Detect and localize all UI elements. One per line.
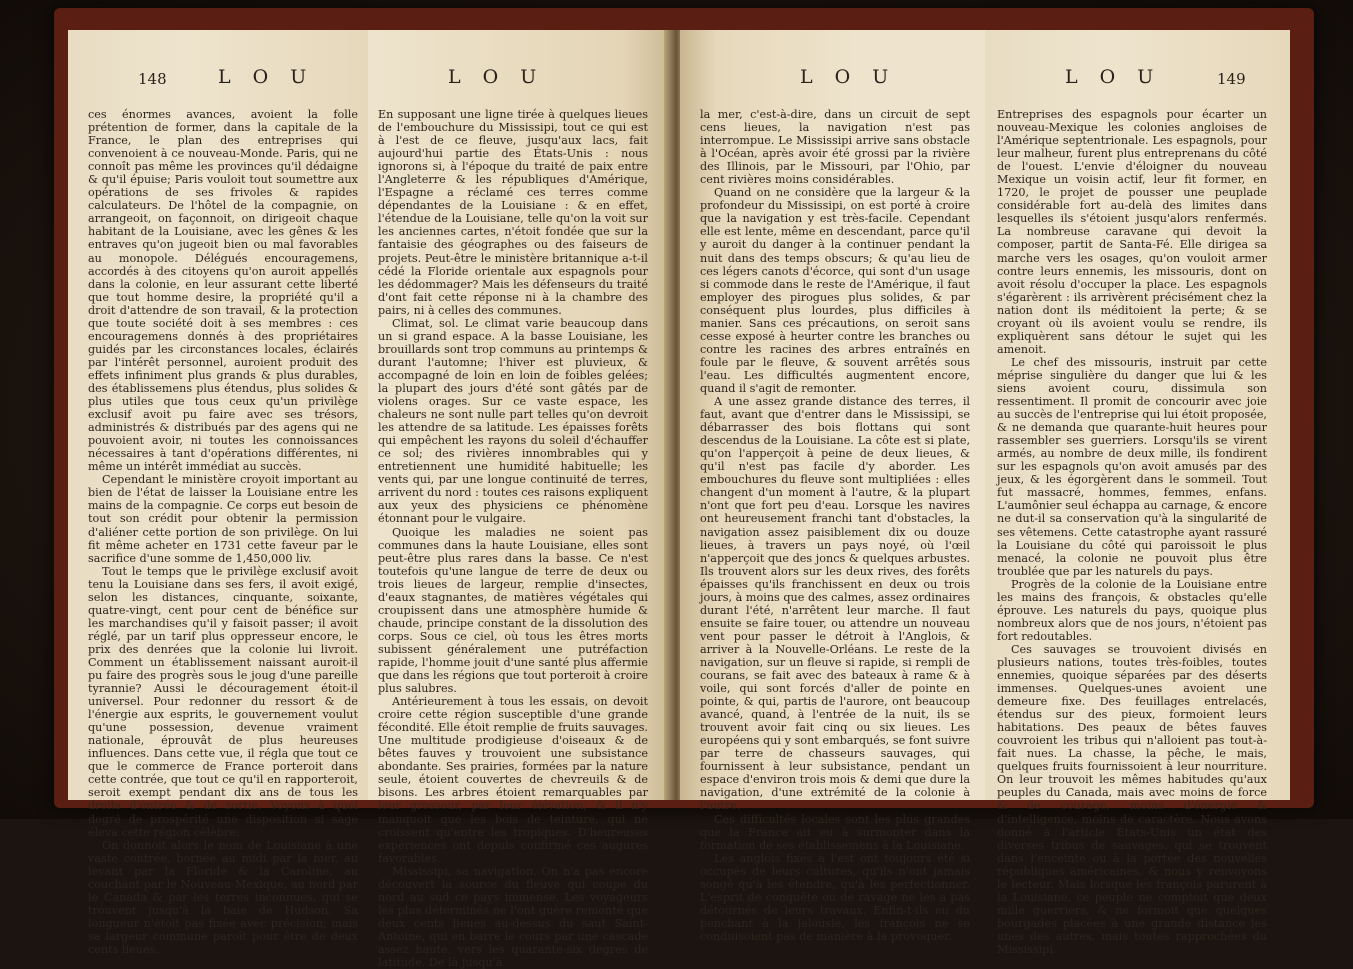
page-number-right: 149 [1217, 70, 1246, 88]
paragraph: Les anglois fixés à l'est ont toujours été si occupés de leurs cultures, qu'ils n'ont jamais songé qu'à les étendre, qu'à les perfectionner. L'esprit de conquête ou de ravage ne les a pas détournés de leurs travaux. Enfin-t-ils eu du penchant à la jalousie, les françois ne se conduisoient pas de manière à la provoquer. [700, 851, 970, 943]
paragraph: Ces difficultés locales sont les plus grandes que la France ait eu à surmonter dans la formation de ses établissemens à la Louisiane. [700, 812, 970, 852]
paragraph: Quand on ne considère que la largeur & la profondeur du Mississipi, on est porté à croire que la navigation y est très-facile. Cependant elle est lente, même en descendant, parce qu'il y auroit du danger à la continuer pendant la nuit dans des temps obscurs; & qu'au lieu de ces légers canots d'écorce, qui sont d'un usage si commode dans le reste de l'Amérique, il faut employer des pirogues plus solides, & par conséquent plus lourdes, plus difficiles à manier. Sans ces précautions, on seroit sans cesse exposé à heurter contre les branches ou contre les racines des arbres entraînés en foule par le fleuve, & souvent arrêtés sous l'eau. Les difficultés augmentent encore, quand il s'agit de remonter. [700, 186, 970, 395]
paragraph: Mississipi, sa navigation. On n'a pas encore découvert la source du fleuve qui coupe du nord au sud ce pays immense. Les voyageurs les plus déterminés ne l'ont guère remonté que deux cents lieues au-dessus du saut Saint-Antoine, qui en barre le cours par une cascade assez haute, vers les quarante-six degrés de latitude. De là jusqu'à [378, 864, 648, 969]
right-page [680, 30, 1290, 956]
paragraph: En supposant une ligne tirée à quelques lieues de l'embouchure du Mississipi, tout ce qui est à l'est de ce fleuve, jusqu'aux lacs, fait aujourd'hui partie des États-Unis : nous ignorons si, à l'époque du traité de paix entre l'Angleterre & les républiques d'Amérique, l'Espagne a réclamé ces terres comme dépendantes de la Louisiane : & en effet, l'étendue de la Louisiane, telle qu'on la voit sur les anciennes cartes, n'étoit fondée que sur la fantaisie des géographes ou des faiseurs de projets. Peut-être le ministère britannique a-t-il cédé la Floride orientale aux espagnols pour les dédommager? Mais les défenseurs du traité d'ont fait cette réponse ni à la chambre des pairs, ni à celles des communes. [378, 108, 648, 317]
running-head-right-2: L O U [1065, 66, 1162, 88]
paragraph: Progrès de la colonie de la Louisiane entre les mains des françois, & obstacles qu'elle éprouve. Les naturels du pays, quoique plus nombreux alors que de nos jours, n'étoient pas fort redoutables. [997, 577, 1267, 643]
right-page-col2-area [985, 30, 1290, 956]
paragraph: la mer, c'est-à-dire, dans un circuit de sept cens lieues, la navigation n'est pas interrompue. Le Mississipi arrive sans obstacle à l'Océan, après avoir été grossi par la rivière des Illinois, par le Missouri, par l'Ohio, par cent rivières moins considérables. [700, 108, 970, 187]
right-page-column-2 [997, 108, 1267, 956]
paragraph: Antérieurement à tous les essais, on devoit croire cette région susceptible d'une grande fécondité. Elle étoit remplie de fruits sauvages. Une multitude prodigieuse d'oiseaux & de bêtes fauves y trouvoient une subsistance abondante. Ses prairies, formées par la nature seule, étoient couvertes de chevreuils & de bisons. Les arbres étoient remarquables par leur grosseur, par leur élévation; & il n'y manquoit que les bois de teinture, qui ne croissent qu'entre les tropiques. D'heureuses expériences ont depuis confirmé ces augures favorables. [378, 695, 648, 865]
paragraph: Entreprises des espagnols pour écarter un nouveau-Mexique les colonies angloises de l'Amérique septentrionale. Les espagnols, pour leur malheur, furent plus entreprenans du côté de l'ouest. L'envie d'éloigner du nouveau Mexique un voisin actif, leur fit former, en 1720, le projet de pousser une peuplade considérable fort au-delà des limites dans lesquelles ils s'étoient jusqu'alors renfermés. La nombreuse caravane qui devoit la composer, partit de Santa-Fé. Elle dirigea sa marche vers les osages, qu'on vouloit armer contre leurs ennemis, les missouris, dont on avoit résolu d'occuper la place. Les espagnols s'égarèrent : ils arrivèrent précisément chez la nation dont ils méditoient la perte; & se croyant où ils avoient voulu se rendre, ils expliquèrent sans détour le sujet qui les amenoit. [997, 108, 1267, 356]
right-page-column-1 [700, 108, 970, 943]
page-number-left: 148 [138, 70, 167, 88]
left-page-column-2 [378, 108, 648, 969]
paragraph: Cependant le ministère croyoit important au bien de l'état de laisser la Louisiane entre les mains de la compagnie. Ce corps eut besoin de tout son crédit pour obtenir la permission d'aliéner cette portion de son privilège. On lui fit même acheter en 1731 cette faveur par le sacrifice d'une somme de 1,450,000 liv. [88, 473, 358, 565]
running-head-right-1: L O U [800, 66, 897, 88]
paragraph: A une assez grande distance des terres, il faut, avant que d'entrer dans le Mississipi, se débarrasser des bois flottans qui sont descendus de la Louisiane. La côte est si plate, qu'on l'apperçoit à peine de deux lieues, & qu'il n'est pas facile d'y aborder. Les embouchures du fleuve sont multipliées : elles changent d'un moment à l'autre, & la plupart n'ont que fort peu d'eau. Lorsque les navires ont heureusement franchi tant d'obstacles, la navigation assez paisiblement dix ou douze lieues, à travers un pays noyé, où l'œil n'apperçoit que des joncs & quelques arbustes. Ils trouvent alors sur les deux rives, des forêts épaisses qu'ils franchissent en deux ou trois jours, à moins que des calmes, assez ordinaires durant l'été, n'arrêtent leur marche. Il faut ensuite se faire touer, ou attendre un nouveau vent pour passer le détroit à l'Anglois, & arriver à la Nouvelle-Orléans. Le reste de la navigation, sur un fleuve si rapide, si rempli de courans, se fait avec des bateaux à rame & à voile, qui sont forcés d'aller de pointe en pointe, & qui, partis de l'aurore, ont beaucoup avancé, quand, à l'entrée de la nuit, ils se trouvent avoir fait cinq ou six lieues. Les européens qui y sont embarqués, se font suivre par terre de chasseurs sauvages, qui fournissent à leur subsistance, pendant un espace d'environ trois mois & demi que dure la navigation, d'une extrémité de la colonie à l'autre. [700, 395, 970, 813]
paragraph: Climat, sol. Le climat varie beaucoup dans un si grand espace. A la basse Louisiane, les brouillards sont trop communs au printemps & durant l'automne; l'hiver est pluvieux, & accompagné de loin en loin de foibles gelées; la plupart des jours d'été sont gâtés par de violens orages. Sur ce vaste espace, les chaleurs ne sont nulle part telles qu'on devroit les attendre de sa latitude. Les épaisses forêts qui empêchent les rayons du soleil d'échauffer ce sol; des rivières innombrables qui y entretiennent une humidité habituelle; les vents qui, par une longue continuité de terres, arrivent du nord : toutes ces raisons expliquent aux yeux des physiciens ce phénomène étonnant pour le vulgaire. [378, 316, 648, 526]
paragraph: Tout le temps que le privilège exclusif avoit tenu la Louisiane dans ses fers, il avoit exigé, selon les distances, cinquante, soixante, quatre-vingt, cent pour cent de bénéfice sur les marchandises qu'il y faisoit passer; il avoit réglé, par un tarif plus oppresseur encore, le prix des denrées que la colonie lui livroit. Comment un établissement naissant auroit-il pu faire des progrès sous le joug d'une pareille tyrannie? Aussi le découragement étoit-il universel. Pour redonner du ressort & de l'énergie aux esprits, le gouvernement voulut qu'une possession, devenue vraiment nationale, éprouvât de plus heureuses influences. Dans cette vue, il régla que tout ce que le commerce de France porteroit dans cette contrée, que tout ce qu'il en rapporteroit, seroit exempt pendant dix ans de tous les droits d'entrée & de sortie. Voyons à quel degré de prospérité une disposition si sage éleva cette région célèbre. [88, 564, 358, 839]
paragraph: Quoique les maladies ne soient pas communes dans la haute Louisiane, elles sont peut-être plus rares dans la basse. Ce n'est toutefois qu'une langue de terre de deux ou trois lieues de largeur, remplie d'insectes, d'eaux stagnantes, de matières végétales qui croupissent dans une atmosphère humide & chaude, principe constant de la dissolution des corps. Sous ce ciel, où tous les êtres morts subissent généralement une putréfaction rapide, l'homme jouit d'une santé plus affermie que dans les régions que tout porteroit à croire plus salubres. [378, 525, 648, 696]
left-page [68, 30, 668, 969]
paragraph: Le chef des missouris, instruit par cette méprise singulière du danger que lui & les siens avoient couru, dissimula son ressentiment. Il promit de concourir avec joie au succès de l'entreprise qui lui étoit proposée, & ne demanda que quarante-huit heures pour rassembler ses guerriers. Lorsqu'ils se virent armés, au nombre de deux mille, ils fondirent sur les espagnols qu'on avoit amusés par des jeux, & les égorgèrent dans le sommeil. Tout fut massacré, hommes, femmes, enfans. L'aumônier seul échappa au carnage, & encore ne dut-il sa conservation qu'à la singularité de ses vêtemens. Cette catastrophe ayant rassuré la Louisiane du côté qui paroissoit le plus menacé, la colonie ne pouvoit plus être troublée que par les naturels du pays. [997, 355, 1267, 578]
paragraph: ces énormes avances, avoient la folle prétention de former, dans la capitale de la France, le plan des entreprises qui convenoient à ce nouveau-Monde. Paris, qui ne connoît pas même les provinces qu'il dédaigne & qu'il épuise; Paris vouloit tout soumettre aux opérations de ses frivoles & rapides calculateurs. De l'hôtel de la compagnie, on arrangeoit, on façonnoit, on dirigeoit chaque habitant de la Louisiane, avec les gênes & les entraves qu'on jugeoit bien ou mal favorables au monopole. Délégués encouragemens, accordés à des citoyens qu'on auroit appellés dans la colonie, en leur assurant cette liberté que tout homme desire, la propriété qu'il a droit d'attendre de son travail, & la protection que toute société doit à ses membres : ces encouragemens donnés à des propriétaires guidés par les circonstances locales, éclairés par l'intérêt personnel, auroient produit des effets infiniment plus grands & plus durables, des établissemens plus étendus, plus solides & plus utiles que tous ceux qu'un privilège exclusif avoit pu faire avec ses trésors, administrés & distribués par des agens qui ne pouvoient avoir, ni toutes les connoissances nécessaires à tant d'opérations différentes, ni même un intérêt immédiat au succès. [88, 108, 358, 474]
left-page-col1-area [68, 30, 368, 956]
running-head-left-1: L O U [218, 66, 315, 88]
paragraph: On donnoit alors le nom de Louisiane à une vaste contrée, bornée au midi par la mer, au levant par la Floride & la Caroline, au couchant par le Nouveau-Mexique, au nord par le Canada & par les terres inconnues, qui se trouvent jusqu'à la baie de Hudson. Sa longueur n'étoit pas fixée avec précision; mais sa largeur commune paroît pour être de deux cents lieues. [88, 838, 358, 956]
paragraph: Ces sauvages se trouvoient divisés en plusieurs nations, toutes très-foibles, toutes ennemies, quoique séparées par des déserts immenses. Quelques-unes avoient une demeure fixe. Des feuillages entrelacés, étendus sur des pieux, formoient leurs habitations. Des peaux de bêtes fauves couvroient les tribus qui n'alloient pas tout-à-fait nues. La chasse, la pêche, le mais, quelques fruits fournissoient à leur nourriture. On leur trouvoit les mêmes habitudes qu'aux peuples du Canada, mais avec moins de force & de courage, moins d'énergie & d'intelligence, moins de caractère. Nous avons donné à l'article États-Unis un état des diverses tribus de sauvages, qui se trouvent dans l'enceinte ou à la portée des nouvelles républiques américaines, & nous y renvoyons le lecteur. Mais lorsque les françois parurent à la Louisiane, ce peuple ne comptoit que deux mille guerriers, & ne formoit que quelques bourgades placées à une grande distance les unes des autres, mais toutes rapprochées du Mississipi. [997, 642, 1267, 956]
left-page-column-1 [88, 108, 358, 956]
running-head-left-2: L O U [448, 66, 545, 88]
left-page-col2-area [368, 30, 668, 969]
right-page-col1-area [680, 30, 985, 943]
